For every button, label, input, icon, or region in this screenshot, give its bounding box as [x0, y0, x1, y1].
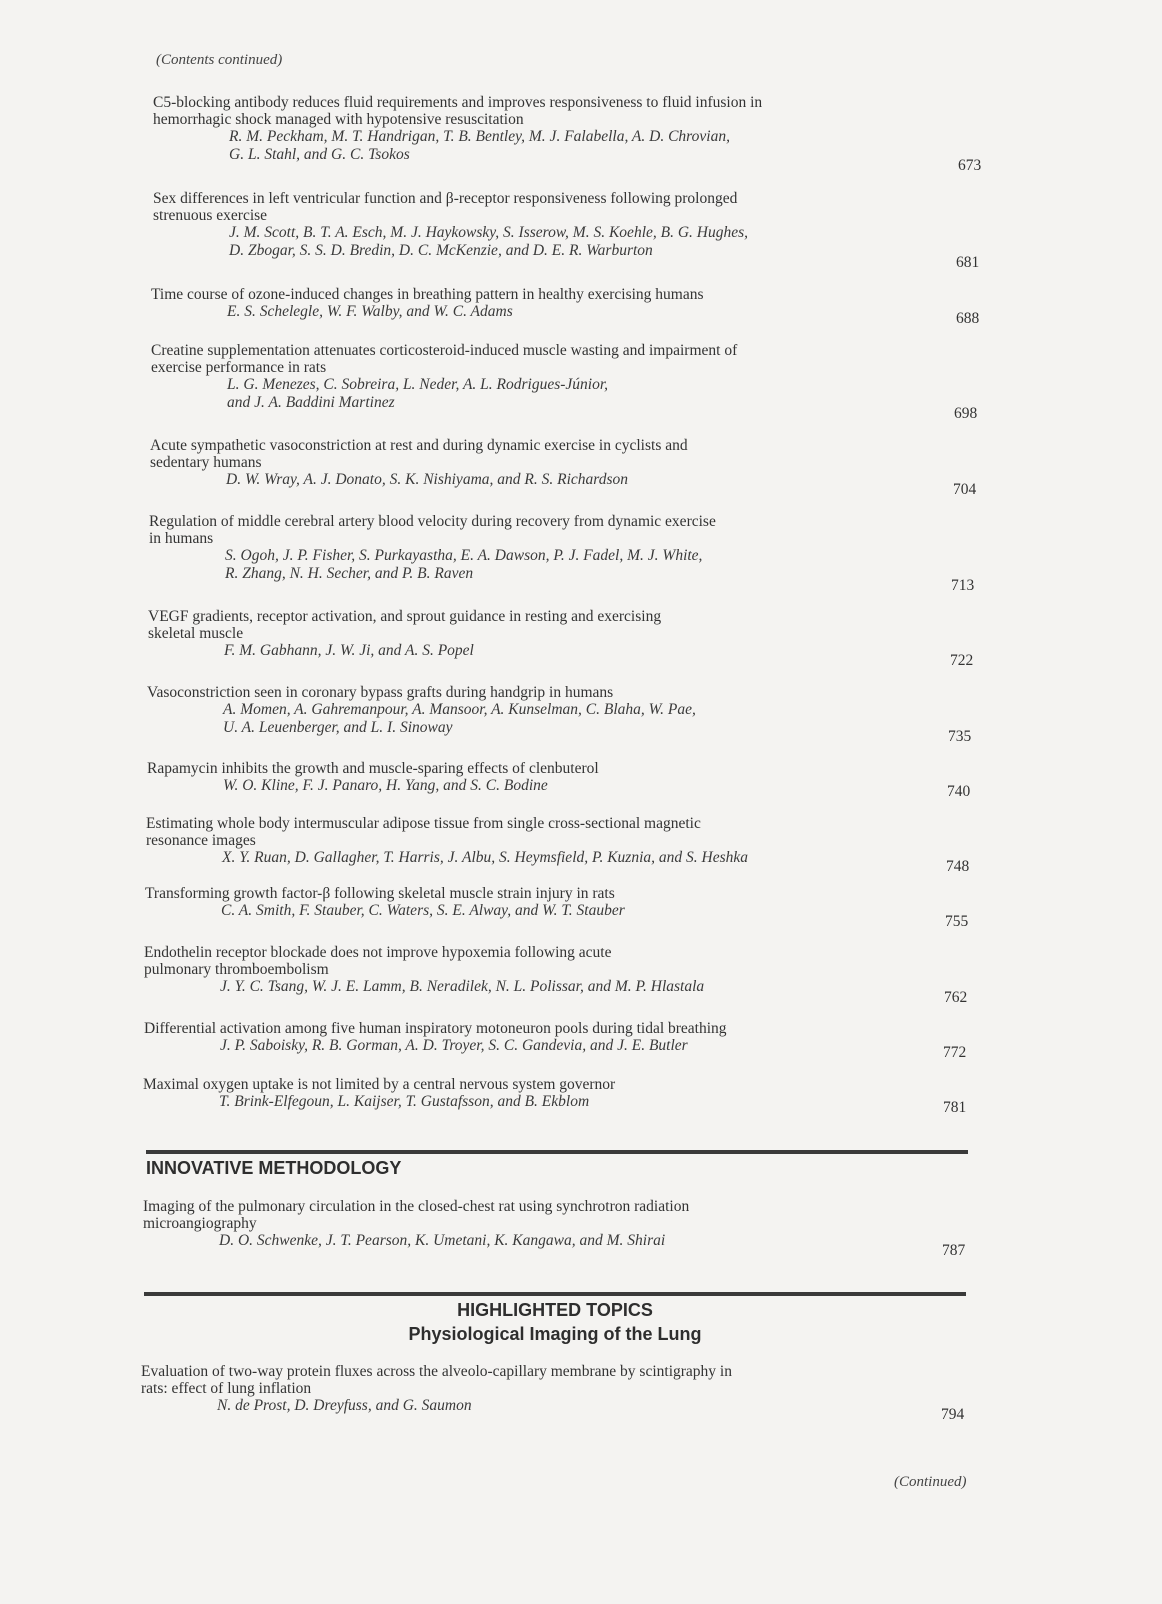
entry-page-number: 704	[953, 481, 977, 498]
entry-page-number: 688	[956, 310, 980, 327]
entry-title-line: sedentary humans	[150, 454, 262, 471]
entry-title-line: Estimating whole body intermuscular adipose tissue from single cross-sectional magnetic	[146, 815, 701, 832]
entry-authors-line: F. M. Gabhann, J. W. Ji, and A. S. Popel	[224, 642, 474, 659]
entry-authors-line: J. M. Scott, B. T. A. Esch, M. J. Haykowsky, S. Isserow, M. S. Koehle, B. G. Hughes,	[229, 224, 749, 241]
entry-page-number: 781	[943, 1099, 967, 1116]
toc-entry	[145, 885, 965, 920]
entry-authors-line: D. Zbogar, S. S. D. Bredin, D. C. McKenzie, and D. E. R. Warburton	[229, 242, 653, 259]
entry-title-line: Endothelin receptor blockade does not improve hypoxemia following acute	[144, 944, 612, 961]
entry-title-line: resonance images	[146, 832, 256, 849]
entry-title-line: Sex differences in left ventricular function and β-receptor responsiveness following prolonged	[153, 190, 738, 207]
contents-continued-label: (Contents continued)	[156, 52, 283, 68]
entry-page-number: 713	[951, 577, 975, 594]
entry-authors-line: C. A. Smith, F. Stauber, C. Waters, S. E. Alway, and W. T. Stauber	[221, 902, 625, 919]
highlighted-topics-subheading: Physiological Imaging of the Lung	[408, 1324, 702, 1344]
toc-entry	[146, 815, 966, 867]
toc-entry	[144, 1020, 964, 1055]
entry-page-number: 740	[947, 783, 971, 800]
entry-authors-line: R. Zhang, N. H. Secher, and P. B. Raven	[225, 565, 474, 582]
entry-page-number: 722	[950, 652, 974, 669]
entry-title-line: Time course of ozone-induced changes in breathing pattern in healthy exercising humans	[151, 286, 704, 303]
entry-title-line: Imaging of the pulmonary circulation in the closed-chest rat using synchrotron radiation	[143, 1198, 690, 1215]
entry-authors-line: N. de Prost, D. Dreyfuss, and G. Saumon	[217, 1397, 472, 1414]
entry-authors-line: D. W. Wray, A. J. Donato, S. K. Nishiyama, and R. S. Richardson	[226, 471, 628, 488]
entry-authors-line: J. P. Saboisky, R. B. Gorman, A. D. Troyer, S. C. Gandevia, and J. E. Butler	[220, 1037, 688, 1054]
toc-entry	[141, 1363, 961, 1415]
entry-title-line: microangiography	[143, 1215, 257, 1232]
entry-title-line: strenuous exercise	[153, 207, 268, 224]
entry-title-line: VEGF gradients, receptor activation, and sprout guidance in resting and exercising	[148, 608, 662, 625]
entry-title-line: Acute sympathetic vasoconstriction at rest and during dynamic exercise in cyclists and	[150, 437, 688, 454]
entry-authors-line: and J. A. Baddini Martinez	[227, 394, 395, 411]
entry-title-line: Regulation of middle cerebral artery blood velocity during recovery from dynamic exercise	[149, 513, 716, 530]
toc-entry	[143, 1198, 963, 1250]
entry-page-number: 681	[956, 254, 980, 271]
entry-authors-line: J. Y. C. Tsang, W. J. E. Lamm, B. Neradilek, N. L. Polissar, and M. P. Hlastala	[220, 978, 705, 995]
entry-page-number: 698	[954, 405, 978, 422]
highlighted-topics-heading: HIGHLIGHTED TOPICS	[457, 1300, 653, 1320]
entry-title-line: Vasoconstriction seen in coronary bypass grafts during handgrip in humans	[147, 684, 614, 701]
toc-entry	[147, 760, 967, 795]
entry-title-line: exercise performance in rats	[151, 359, 327, 376]
toc-entry	[147, 684, 967, 737]
entry-page-number: 762	[944, 989, 968, 1006]
entry-page-number: 735	[948, 728, 972, 745]
toc-entry	[148, 608, 968, 660]
entry-authors-line: U. A. Leuenberger, and L. I. Sinoway	[223, 719, 453, 736]
entry-authors-line: R. M. Peckham, M. T. Handrigan, T. B. Bentley, M. J. Falabella, A. D. Chrovian,	[229, 128, 730, 145]
toc-entry	[151, 286, 971, 321]
entry-authors-line: G. L. Stahl, and G. C. Tsokos	[229, 146, 410, 163]
toc-entry	[153, 190, 973, 260]
toc-entry	[143, 1076, 963, 1111]
toc-entry	[144, 944, 964, 996]
entry-authors-line: S. Ogoh, J. P. Fisher, S. Purkayastha, E. A. Dawson, P. J. Fadel, M. J. White,	[225, 547, 703, 564]
entry-page-number: 673	[958, 157, 982, 174]
toc-entry	[153, 94, 973, 164]
entry-page-number: 787	[942, 1242, 966, 1259]
entry-authors-line: L. G. Menezes, C. Sobreira, L. Neder, A. L. Rodrigues-Júnior,	[227, 376, 609, 393]
entry-title-line: C5-blocking antibody reduces fluid requirements and improves responsiveness to fluid infusion in	[153, 94, 763, 111]
entry-title-line: rats: effect of lung inflation	[141, 1380, 312, 1397]
entry-authors-line: D. O. Schwenke, J. T. Pearson, K. Umetani, K. Kangawa, and M. Shirai	[219, 1232, 666, 1249]
toc-entry	[149, 513, 969, 583]
entry-page-number: 755	[945, 913, 969, 930]
entry-page-number: 748	[946, 858, 970, 875]
entry-page-number: 772	[943, 1044, 967, 1061]
innovative-methodology-heading: INNOVATIVE METHODOLOGY	[146, 1158, 402, 1178]
entry-title-line: Evaluation of two-way protein fluxes across the alveolo-capillary membrane by scintigraphy in	[141, 1363, 732, 1380]
entry-authors-line: T. Brink-Elfegoun, L. Kaijser, T. Gustafsson, and B. Ekblom	[219, 1093, 590, 1110]
entry-title-line: Rapamycin inhibits the growth and muscle-sparing effects of clenbuterol	[147, 760, 599, 777]
entry-page-number: 794	[941, 1406, 965, 1423]
continued-label: (Continued)	[894, 1474, 967, 1490]
entry-title-line: Maximal oxygen uptake is not limited by a central nervous system governor	[143, 1076, 616, 1093]
entry-title-line: in humans	[149, 530, 214, 547]
toc-entry	[151, 342, 971, 412]
section-divider	[146, 1150, 968, 1154]
entry-title-line: skeletal muscle	[148, 625, 244, 642]
entry-title-line: pulmonary thromboembolism	[144, 961, 329, 978]
toc-entry	[150, 437, 970, 489]
entry-title-line: Differential activation among five human inspiratory motoneuron pools during tidal breathing	[144, 1020, 727, 1037]
entry-authors-line: A. Momen, A. Gahremanpour, A. Mansoor, A. Kunselman, C. Blaha, W. Pae,	[223, 701, 696, 718]
entry-title-line: Transforming growth factor-β following skeletal muscle strain injury in rats	[145, 885, 615, 902]
entry-authors-line: W. O. Kline, F. J. Panaro, H. Yang, and S. C. Bodine	[223, 777, 548, 794]
entry-authors-line: E. S. Schelegle, W. F. Walby, and W. C. Adams	[227, 303, 513, 320]
entry-authors-line: X. Y. Ruan, D. Gallagher, T. Harris, J. Albu, S. Heymsfield, P. Kuznia, and S. Heshka	[222, 849, 749, 866]
entry-title-line: Creatine supplementation attenuates corticosteroid-induced muscle wasting and impairment of	[151, 342, 738, 359]
entry-title-line: hemorrhagic shock managed with hypotensive resuscitation	[153, 111, 524, 128]
section-divider	[144, 1292, 966, 1296]
